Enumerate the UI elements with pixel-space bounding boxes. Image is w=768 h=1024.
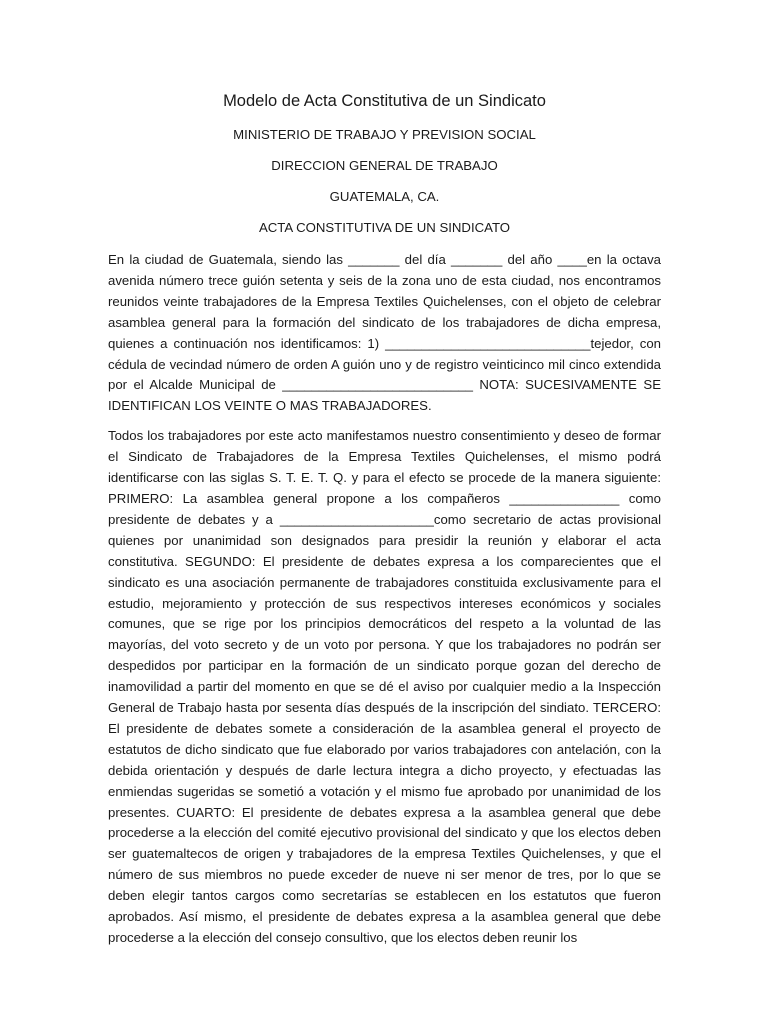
document-title: Modelo de Acta Constitutiva de un Sindicato [223,92,546,110]
heading-act: ACTA CONSTITUTIVA DE UN SINDICATO [258,220,511,235]
paragraph-agreements: Todos los trabajadores por este acto manifestamos nuestro consentimiento y deseo de formar el Sindicato de Trabajadores de la Empresa Textiles Quichelenses, el mismo podrá identificarse con las siglas S. T. E. T. Q. y para el efecto se procede de la manera siguiente: PRIMERO: La asamblea general propone a los compañeros _______________ como presidente de debates y a _____________________como secretario de actas provisional quienes por unanimidad son designados para presidir la reunión y elaborar el acta constitutiva. SEGUNDO: El presidente de debates expresa a los comparecientes que el sindicato es una asociación permanente de trabajadores constituida exclusivamente para el estudio, mejoramiento y protección de sus respectivos intereses económicos y sociales comunes, que se rige por los principios democráticos del respeto a la voluntad de las mayorías, del voto secreto y de un voto por persona. Y que los trabajadores no podrán ser despedidos por participar en la formación de un sindicato porque gozan del derecho de inamovilidad a partir del momento en que se dé el aviso por cualquier medio a la Inspección General de Trabajo hasta por sesenta días después de la inscripción del sindiato. TERCERO: El presidente de debates somete a consideración de la asamblea general el proyecto de estatutos de dicho sindicato que fue elaborado por varios trabajadores con antelación, con la debida orientación y después de darle lectura integra a dicho proyecto, y efectuadas las enmiendas sugeridas se sometió a votación y el mismo fue aprobado por unanimidad de los presentes. CUARTO: El presidente de debates expresa a la asamblea general que debe procederse a la elección del comité ejecutivo provisional del sindicato y que los electos deben ser guatemaltecos de origen y trabajadores de la empresa Textiles Quichelenses, y que el número de sus miembros no puede exceder de nueve ni ser menor de tres, por lo que se deben elegir tantos cargos como secretarías se establecen en los estatutos que fueron aprobados. Así mismo, el presidente de debates expresa a la asamblea general que debe procederse a la elección del consejo consultivo, que los electos deben reunir los [108,428,661,945]
heading-location: GUATEMALA, CA. [329,189,440,204]
document-body [108,90,661,958]
heading-direction: DIRECCION GENERAL DE TRABAJO [271,158,498,173]
heading-ministry: MINISTERIO DE TRABAJO Y PREVISION SOCIAL [233,127,536,142]
paragraph-intro: En la ciudad de Guatemala, siendo las _______ del día _______ del año ____en la octava avenida número trece guión setenta y seis de la zona uno de esta ciudad, nos encontramos reunidos veinte trabajadores de la Empresa Textiles Quichelenses, con el objeto de celebrar asamblea general para la formación del sindicato de los trabajadores de dicha empresa, quienes a continuación nos identificamos: 1) ____________________________tejedor, con cédula de vecindad número de orden A guión uno y de registro veinticinco mil cinco extendida por el Alcalde Municipal de __________________________ NOTA: SUCESIVAMENTE SE IDENTIFICAN LOS VEINTE O MAS TRABAJADORES. [108,252,661,414]
